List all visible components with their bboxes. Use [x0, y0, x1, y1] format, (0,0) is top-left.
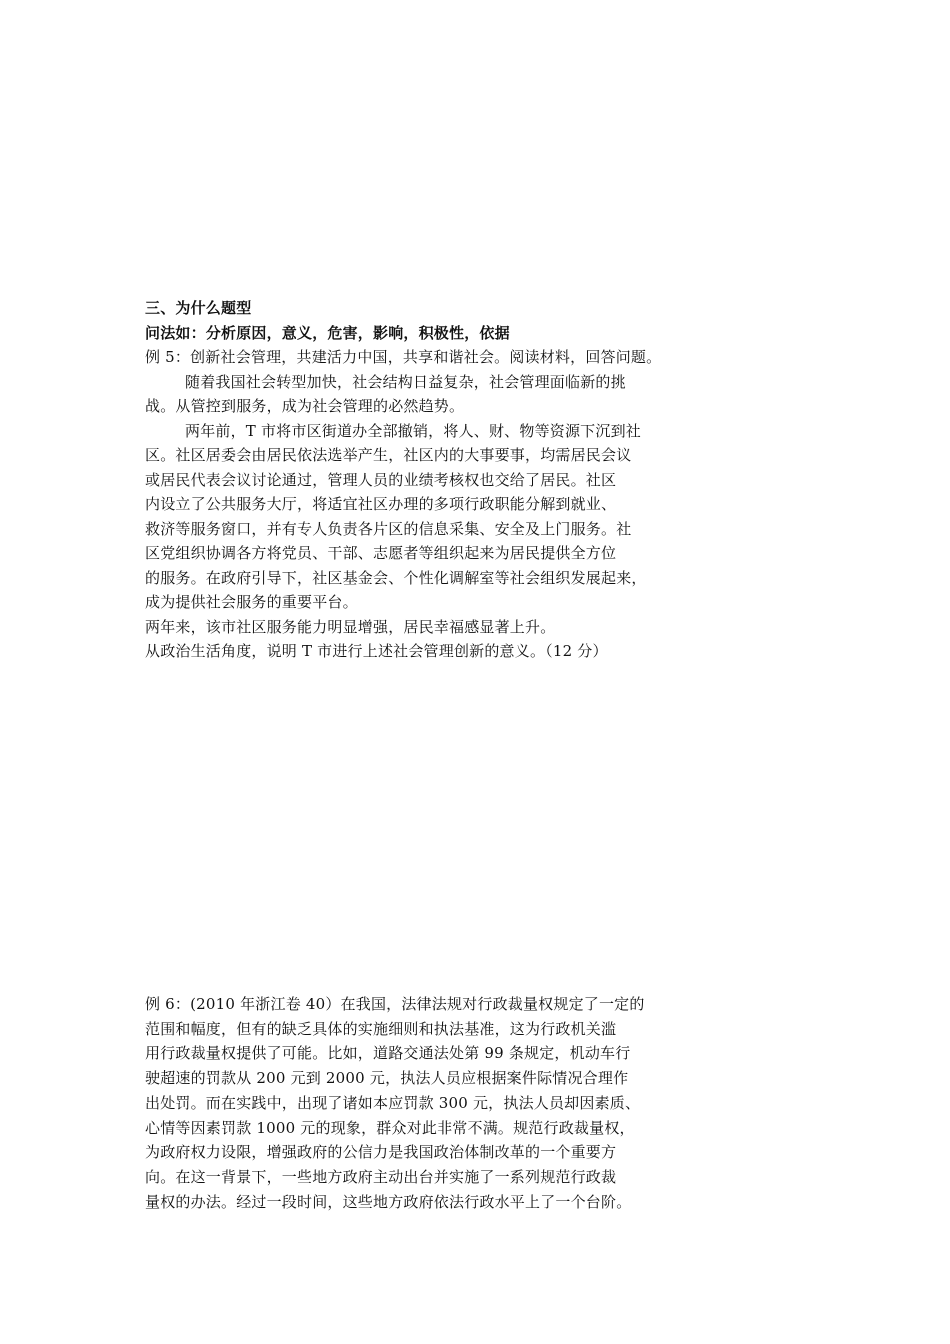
example6-line: 量权的办法。经过一段时间，这些地方政府依法行政水平上了一个台阶。 — [145, 1192, 632, 1211]
example5-para1-line: 随着我国社会转型加快，社会结构日益复杂，社会管理面临新的挑 — [185, 372, 626, 391]
example5-para2-line: 或居民代表会议讨论通过，管理人员的业绩考核权也交给了居民。社区 — [145, 470, 617, 489]
example6-line: 驶超速的罚款从 200 元到 2000 元，执法人员应根据案件际情况合理作 — [145, 1069, 629, 1088]
example5-para2-line: 成为提供社会服务的重要平台。 — [145, 593, 358, 611]
example6-line: 出处罚。而在实践中，出现了诸如本应罚款 300 元，执法人员却因素质、 — [145, 1093, 641, 1112]
example5-para2-line: 区。社区居委会由居民依法选举产生，社区内的大事要事，均需居民会议 — [145, 446, 632, 464]
example5-para2-line: 救济等服务窗口，并有专人负责各片区的信息采集、安全及上门服务。社 — [145, 519, 632, 538]
example6-line: 向。在这一背景下，一些地方政府主动出台并实施了一系列规范行政裁 — [145, 1167, 617, 1186]
example5-para2-line: 的服务。在政府引导下，社区基金会、个性化调解室等社会组织发展起来， — [145, 568, 647, 587]
example5-para3: 两年来，该市社区服务能力明显增强，居民幸福感显著上升。 — [145, 617, 556, 636]
example5-para2-line: 两年前，T 市将市区街道办全部撤销，将人、财、物等资源下沉到社 — [185, 421, 641, 440]
example6-line: 用行政裁量权提供了可能。比如，道路交通法处第 99 条规定，机动车行 — [145, 1044, 631, 1063]
example6-line: 例 6：(2010 年浙江卷 40）在我国，法律法规对行政裁量权规定了一定的 — [145, 995, 645, 1013]
example5-para2-line: 区党组织协调各方将党员、干部、志愿者等组织起来为居民提供全方位 — [145, 544, 617, 562]
example6-line: 范围和幅度，但有的缺乏具体的实施细则和执法基准，这为行政机关滥 — [145, 1019, 617, 1038]
example5-intro: 例 5：创新社会管理，共建活力中国，共享和谐社会。阅读材料，回答问题。 — [145, 348, 662, 366]
section-three — [145, 296, 675, 664]
example5-question: 从政治生活角度，说明 T 市进行上述社会管理创新的意义。（12 分） — [145, 642, 608, 660]
example6-line: 为政府权力设限，增强政府的公信力是我国政治体制改革的一个重要方 — [145, 1143, 617, 1162]
example6-line: 心情等因素罚款 1000 元的现象，群众对此非常不满。规范行政裁量权， — [145, 1118, 635, 1137]
example5-para1-line: 战。从管控到服务，成为社会管理的必然趋势。 — [145, 397, 465, 415]
example5-para2-line: 内设立了公共服务大厅，将适宜社区办理的多项行政职能分解到就业、 — [145, 495, 617, 513]
example-six — [145, 992, 675, 1214]
section-subtitle: 问法如：分析原因，意义，危害，影响，积极性，依据 — [145, 323, 510, 342]
section-title: 三、为什么题型 — [145, 299, 252, 317]
